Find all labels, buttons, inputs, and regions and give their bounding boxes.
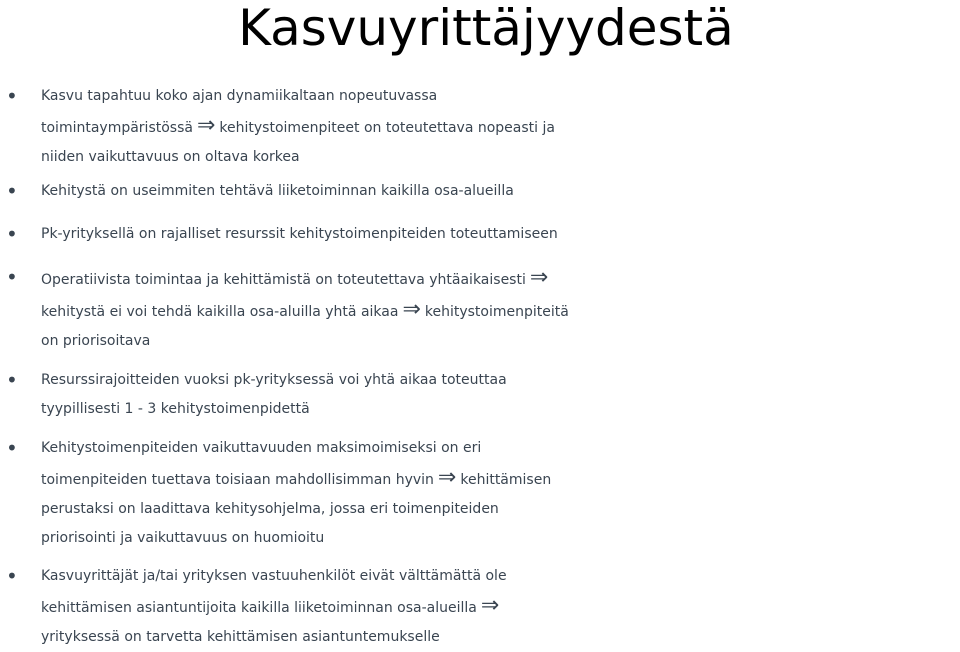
slide-title: Kasvuyrittäjyydestä — [238, 0, 734, 57]
bullet-icon: • — [6, 265, 18, 289]
bullet-line — [41, 591, 960, 623]
bullet-line — [41, 111, 960, 143]
list-item — [0, 177, 960, 206]
list-item — [0, 220, 960, 249]
implies-arrow-icon: ⇒ — [529, 265, 549, 290]
bullet-line: Kehitystoimenpiteiden vaikuttavuuden maksimoimiseksi on eri — [41, 440, 482, 456]
bullet-line: Pk-yrityksellä on rajalliset resurssit kehitystoimenpiteiden toteuttamiseen — [41, 226, 558, 242]
bullet-icon: • — [6, 84, 18, 108]
bullet-line: priorisointi ja vaikuttavuus on huomioitu — [41, 530, 325, 546]
bullet-line — [41, 295, 960, 327]
bullet-text: toimintaympäristössä — [41, 120, 193, 136]
implies-arrow-icon: ⇒ — [437, 465, 457, 490]
implies-arrow-icon: ⇒ — [480, 593, 500, 618]
bullet-text: kehittämisen asiantuntijoita kaikilla liiketoiminnan osa-alueilla — [41, 600, 477, 616]
implies-arrow-icon: ⇒ — [402, 297, 421, 322]
bullet-line: on priorisoitava — [41, 333, 151, 349]
bullet-icon: • — [6, 436, 18, 460]
bullet-line: Kasvu tapahtuu koko ajan dynamiikaltaan nopeutuvassa — [41, 88, 438, 104]
bullet-line: tyypillisesti 1 - 3 kehitystoimenpidettä — [41, 401, 310, 417]
list-item — [0, 562, 960, 652]
list-item — [0, 434, 960, 553]
bullet-text: toimenpiteiden tuettava toisiaan mahdollisimman hyvin — [41, 472, 434, 488]
bullet-text: Operatiivista toimintaa ja kehittämistä on toteutettava yhtäaikaisesti — [41, 272, 526, 288]
bullet-icon: • — [6, 368, 18, 392]
bullet-list — [0, 82, 960, 652]
bullet-line: Kasvuyrittäjät ja/tai yrityksen vastuuhenkilöt eivät välttämättä ole — [41, 568, 507, 584]
bullet-line: perustaksi on laadittava kehitysohjelma, jossa eri toimenpiteiden — [41, 501, 499, 517]
bullet-line: niiden vaikuttavuus on oltava korkea — [41, 149, 300, 165]
bullet-line: Kehitystä on useimmiten tehtävä liiketoiminnan kaikilla osa-alueilla — [41, 183, 514, 199]
bullet-text: kehitystä ei voi tehdä kaikilla osa-aluilla yhtä aikaa — [41, 304, 399, 320]
bullet-line — [41, 263, 960, 295]
bullet-icon: • — [6, 179, 18, 203]
bullet-line — [41, 463, 960, 495]
bullet-text: kehitystoimenpiteet on toteutettava nopeasti ja — [219, 120, 555, 136]
list-item — [0, 366, 960, 424]
bullet-icon: • — [6, 222, 18, 246]
bullet-line: yrityksessä on tarvetta kehittämisen asiantuntemukselle — [41, 629, 440, 645]
implies-arrow-icon: ⇒ — [196, 113, 216, 138]
bullet-text: kehitystoimenpiteitä — [424, 304, 569, 320]
bullet-text: kehittämisen — [460, 472, 552, 488]
bullet-icon: • — [6, 564, 18, 588]
list-item — [0, 263, 960, 356]
list-item — [0, 82, 960, 172]
bullet-line: Resurssirajoitteiden vuoksi pk-yrityksessä voi yhtä aikaa toteuttaa — [41, 372, 507, 388]
